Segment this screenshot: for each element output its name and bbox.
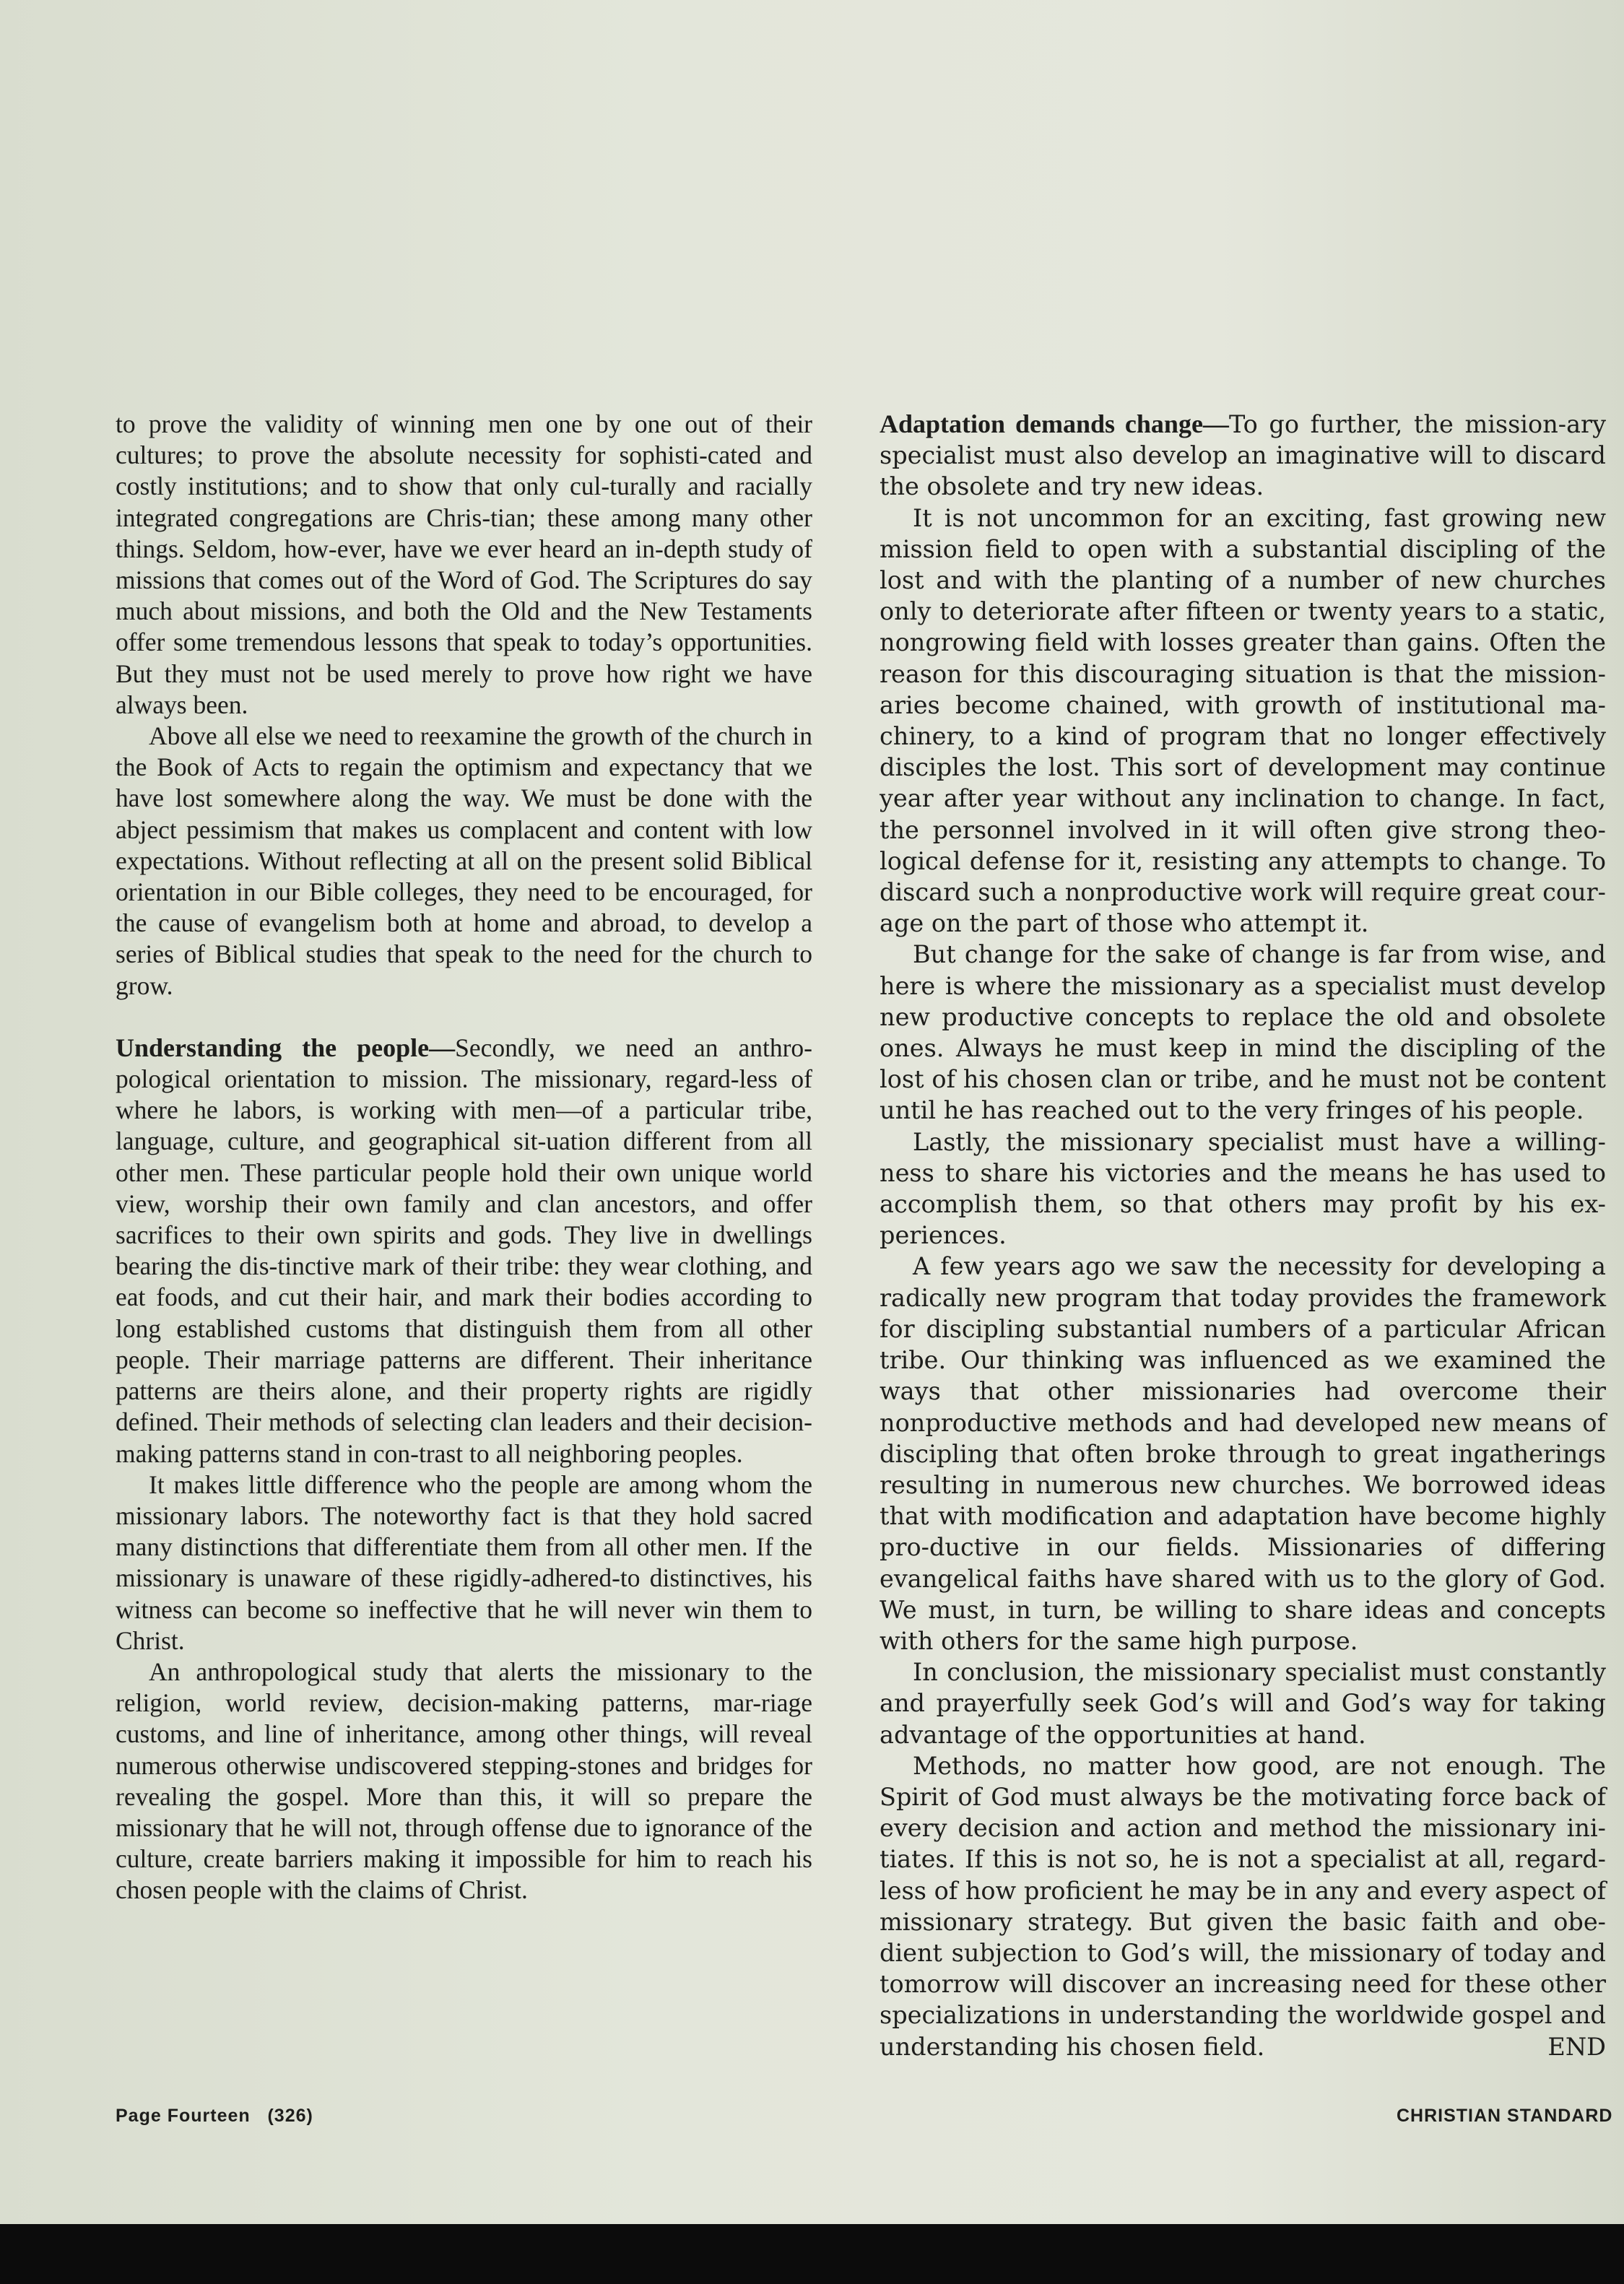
right-paragraph-1-text: To go further, the mission-ary specialist must also develop an imaginative will to discard the obsolete and try new ideas.	[880, 410, 1606, 501]
section-heading-understanding: Understanding the people—	[116, 1033, 456, 1062]
section-heading-adaptation: Adaptation demands change—	[880, 409, 1229, 438]
right-paragraph-2: It is not uncommon for an exciting, fast growing new mission field to open with a substantial discipling of the lost and with the planting of a number of new churches only to deteriorate after fifteen or twenty years to a static, nongrowing field with losses greater than gains. Often the reason for this discouraging situation is that the mission-aries become chained, with growth of institutional ma-chinery, to a kind of program that no longer effectively disciples the lost. This sort of development may continue year after year without any inclination to change. In fact, the personnel involved in it will often give strong theo-logical defense for it, resisting any attempts to change. To discard such a nonproductive work will require great cour-age on the part of those who attempt it.	[880, 503, 1606, 938]
end-mark: END	[1547, 2032, 1606, 2061]
left-paragraph-4: It makes little difference who the people are among whom the missionary labors. The noteworthy fact is that they hold sacred many distinctions that differentiate them from all other men. If the missionary is unaware of these rigidly-adhered-to distinctives, his witness can become so ineffective that he will never win them to Christ.	[116, 1469, 812, 1655]
right-paragraph-7-text: Methods, no matter how good, are not enough. The Spirit of God must always be the motivating force back of every decision and action and method the missionary ini-tiates. If this is not so, he is not a specialist at all, regard-less of how proficient he may be in any and every aspect of missionary strategy. But given the basic faith and obe-dient subjection to God’s will, the missionary of today and tomorrow will discover an increasing need for these other specializations in understanding the worldwide gospel and understanding his chosen field.	[880, 1751, 1606, 2061]
right-paragraph-3: But change for the sake of change is far from wise, and here is where the missionary as a specialist must develop new productive concepts to replace the old and obsolete ones. Always he must keep in mind the discipling of the lost of his chosen clan or tribe, and he must not be content until he has reached out to the very fringes of his people.	[880, 940, 1606, 1125]
left-column	[116, 409, 812, 1906]
publication-name-footer: CHRISTIAN STANDARD	[1397, 2106, 1613, 2126]
right-paragraph-7	[880, 1750, 1606, 2062]
left-paragraph-3-text: Secondly, we need an anthro-pological orientation to mission. The missionary, regard-less of where he labors, is working with men—of a particular tribe, language, culture, and geographical sit-uation different from all other men. These particular people hold their own unique world view, worship their own family and clan ancestors, and offer sacrifices to their own spirits and gods. They live in dwellings bearing the dis-tinctive mark of their tribe: they wear clothing, and eat foods, and cut their hair, and mark their bodies according to long established customs that distinguish them from all other people. Their marriage patterns are different. Their inheritance patterns are theirs alone, and their property rights are rigidly defined. Their methods of selecting clan leaders and their decision-making patterns stand in con-trast to all neighboring peoples.	[116, 1033, 812, 1468]
page-number-footer: Page Fourteen (326)	[116, 2106, 313, 2126]
right-column	[880, 409, 1606, 2062]
right-paragraph-1	[880, 409, 1606, 503]
left-paragraph-2: Above all else we need to reexamine the growth of the church in the Book of Acts to regain the optimism and expectancy that we have lost somewhere along the way. We must be done with the abject pessimism that makes us complacent and content with low expectations. Without reflecting at all on the present solid Biblical orientation in our Bible colleges, they need to be encouraged, for the cause of evangelism both at home and abroad, to develop a series of Biblical studies that speak to the need for the church to grow.	[116, 721, 812, 1000]
right-paragraph-4: Lastly, the missionary specialist must have a willing-ness to share his victories and the means he has used to accomplish them, so that others may profit by his ex-periences.	[880, 1127, 1606, 1250]
right-paragraph-5: A few years ago we saw the necessity for developing a radically new program that today provides the framework for discipling substantial numbers of a particular African tribe. Our thinking was influenced as we examined the ways that other missionaries had overcome their nonproductive methods and had developed new means of discipling that often broke through to great ingatherings resulting in numerous new churches. We borrowed ideas that with modification and adaptation have become highly pro-ductive in our fields. Missionaries of differing evangelical faiths have shared with us to the glory of God. We must, in turn, be willing to share ideas and concepts with others for the same high purpose.	[880, 1252, 1606, 1655]
scan-bottom-edge	[0, 2224, 1624, 2284]
left-paragraph-5: An anthropological study that alerts the missionary to the religion, world review, decision-making patterns, mar-riage customs, and line of inheritance, among other things, will reveal numerous otherwise undiscovered stepping-stones and bridges for revealing the gospel. More than this, it will so prepare the missionary that he will not, through offense due to ignorance of the culture, create barriers making it impossible for him to reach his chosen people with the claims of Christ.	[116, 1656, 812, 1905]
left-paragraph-3	[116, 1033, 812, 1469]
left-paragraph-1: to prove the validity of winning men one by one out of their cultures; to prove the absolute necessity for sophisti-cated and costly institutions; and to show that only cul-turally and racially integrated congregations are Chris-tian; these among many other things. Seldom, how-ever, have we ever heard an in-depth study of missions that comes out of the Word of God. The Scriptures do say much about missions, and both the Old and the New Testaments offer some tremendous lessons that speak to today’s opportunities. But they must not be used merely to prove how right we have always been.	[116, 409, 812, 719]
right-paragraph-6: In conclusion, the missionary specialist must constantly and prayerfully seek God’s will and God’s way for taking advantage of the opportunities at hand.	[880, 1658, 1606, 1749]
